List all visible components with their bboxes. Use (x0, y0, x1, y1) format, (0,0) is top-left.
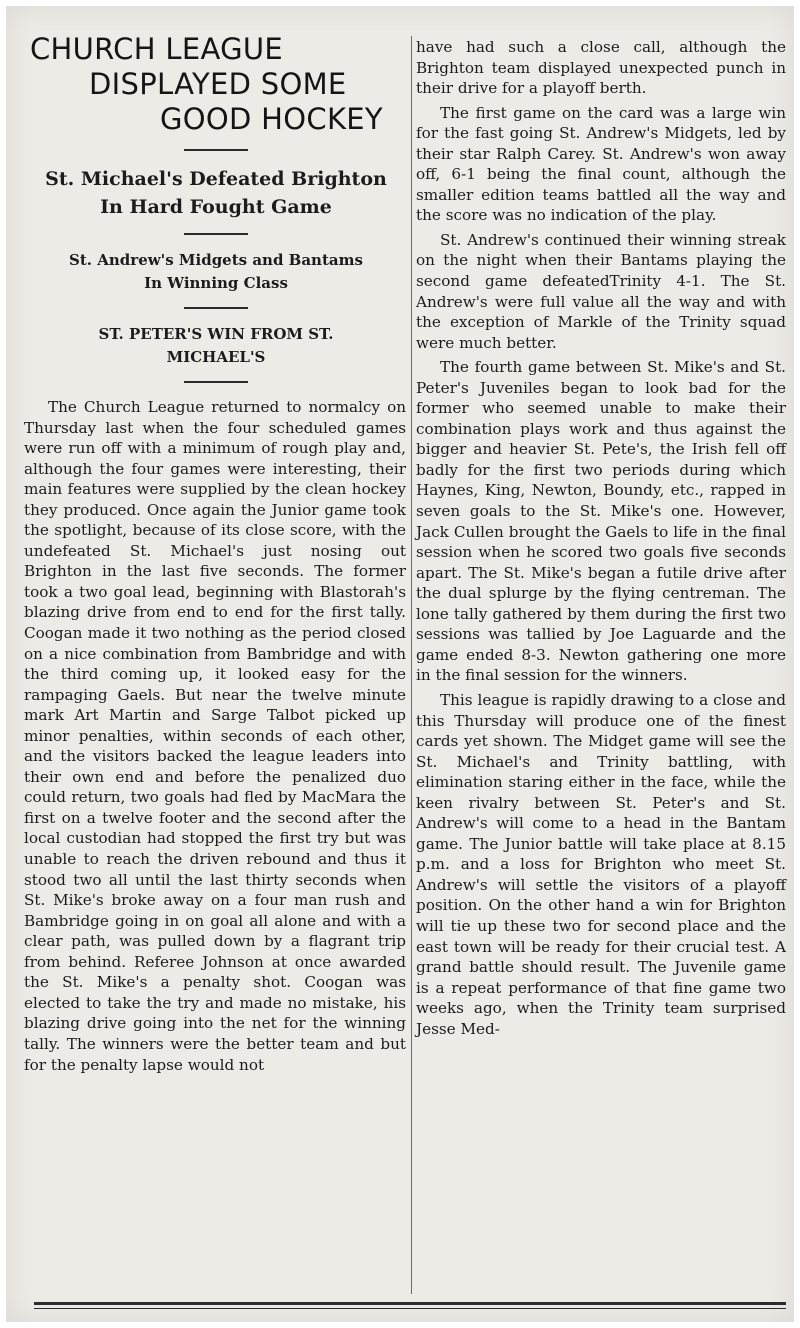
bottom-rule (34, 1302, 786, 1305)
subhead-st-michaels-defeated-brighton (20, 165, 412, 221)
headline-divider (184, 149, 248, 151)
article-paragraph: The Church League returned to normalcy on Thursday last when the four scheduled games were run off with a minimum of rough play and, although the four games were interesting, their main features were supplied by the clean hockey they produced. Once again the Junior game took the spotlight, because of its close score, with the undefeated St. Michael's just nosing out Brighton in the last five seconds. The former took a two goal lead, beginning with Blastorah's blazing drive from end to end for the first tally. Coogan made it two nothing as the period closed on a nice combination from Bambridge and with the third coming up, it looked easy for the rampaging Gaels. But near the twelve minute mark Art Martin and Sarge Talbot picked up minor penalties, within seconds of each other, and the visitors backed the league leaders into their own end and before the penalized duo could return, two goals had fled by MacMara the first on a twelve footer and the second after the local custodian had stopped the first try but was unable to reach the driven rebound and thus it stood two all until the last thirty seconds when St. Mike's broke away on a four man rush and Bambridge going in on goal all alone and with a clear path, was pulled down by a flagrant trip from behind. Referee Johnson at once awarded the St. Mike's a penalty shot. Coogan was elected to take the try and made no mistake, his blazing drive going into the net for the winning tally. The winners were the better team and but for the penalty lapse would not (24, 398, 406, 1074)
headline-line-3: GOOD HOCKEY (160, 102, 383, 136)
subhead-line: ST. PETER'S WIN FROM ST. (98, 325, 334, 343)
subhead-line: St. Michael's Defeated Brighton (45, 168, 387, 190)
subhead-st-peters-win (20, 323, 412, 369)
left-column (20, 32, 412, 1075)
subhead-line: In Winning Class (144, 274, 288, 292)
newspaper-clipping (6, 6, 794, 1322)
headline-line-1: CHURCH LEAGUE (30, 32, 283, 66)
subhead-divider (184, 307, 248, 309)
subhead-line: MICHAEL'S (166, 348, 266, 366)
article-paragraph: St. Andrew's continued their winning streak on the night when their Bantams playing the second game defeatedTrinity 4-1. The St. Andrew's were full value all the way and with the exception of Markle of the Trinity squad were much better. (416, 230, 786, 352)
article-paragraph: have had such a close call, although the Brighton team displayed unexpected punch in their drive for a playoff berth. (416, 38, 786, 98)
article-paragraph: This league is rapidly drawing to a close and this Thursday will produce one of the finest cards yet shown. The Midget game will see the St. Michael's and Trinity battling, with elimination staring either in the face, while the keen rivalry between St. Peter's and St. Andrew's will come to a head in the Bantam game. The Junior battle will take place at 8.15 p.m. and a loss for Brighton who meet St. Andrew's will settle the visitors of a playoff position. On the other hand a win for Brighton will tie up these two for second place and the east town will be ready for their crucial test. A grand battle should result. The Juvenile game is a repeat performance of that fine game two weeks ago, when the Trinity team surprised Jesse Med- (416, 690, 786, 1038)
subhead-line: St. Andrew's Midgets and Bantams (69, 251, 363, 269)
headline-line-2: DISPLAYED SOME (89, 67, 347, 101)
subhead-divider (184, 233, 248, 235)
article-paragraph: The first game on the card was a large win for the fast going St. Andrew's Midgets, led by their star Ralph Carey. St. Andrew's won away off, 6-1 being the final count, although the smaller edition teams battled all the way and the score was no indication of the play. (416, 103, 786, 225)
subhead-st-andrews-midgets (20, 249, 412, 295)
subhead-divider (184, 381, 248, 383)
bottom-rule-thin (34, 1308, 786, 1309)
headline (20, 32, 412, 137)
article-paragraph: The fourth game between St. Mike's and St. Peter's Juveniles began to look bad for the former who seemed unable to make their combination plays work and thus against the bigger and heavier St. Pete's, the Irish fell off badly for the first two periods during which Haynes, King, Newton, Boundy, etc., rapped in seven goals to the St. Mike's one. However, Jack Cullen brought the Gaels to life in the final session when he scored two goals five seconds apart. The St. Mike's began a futile drive after the dual splurge by the flying centreman. The lone tally gathered by them during the first two sessions was tallied by Joe Laguarde and the game ended 8-3. Newton gathering one more in the final session for the winners. (416, 358, 786, 685)
right-column (416, 37, 794, 1039)
subhead-line: In Hard Fought Game (100, 196, 332, 218)
